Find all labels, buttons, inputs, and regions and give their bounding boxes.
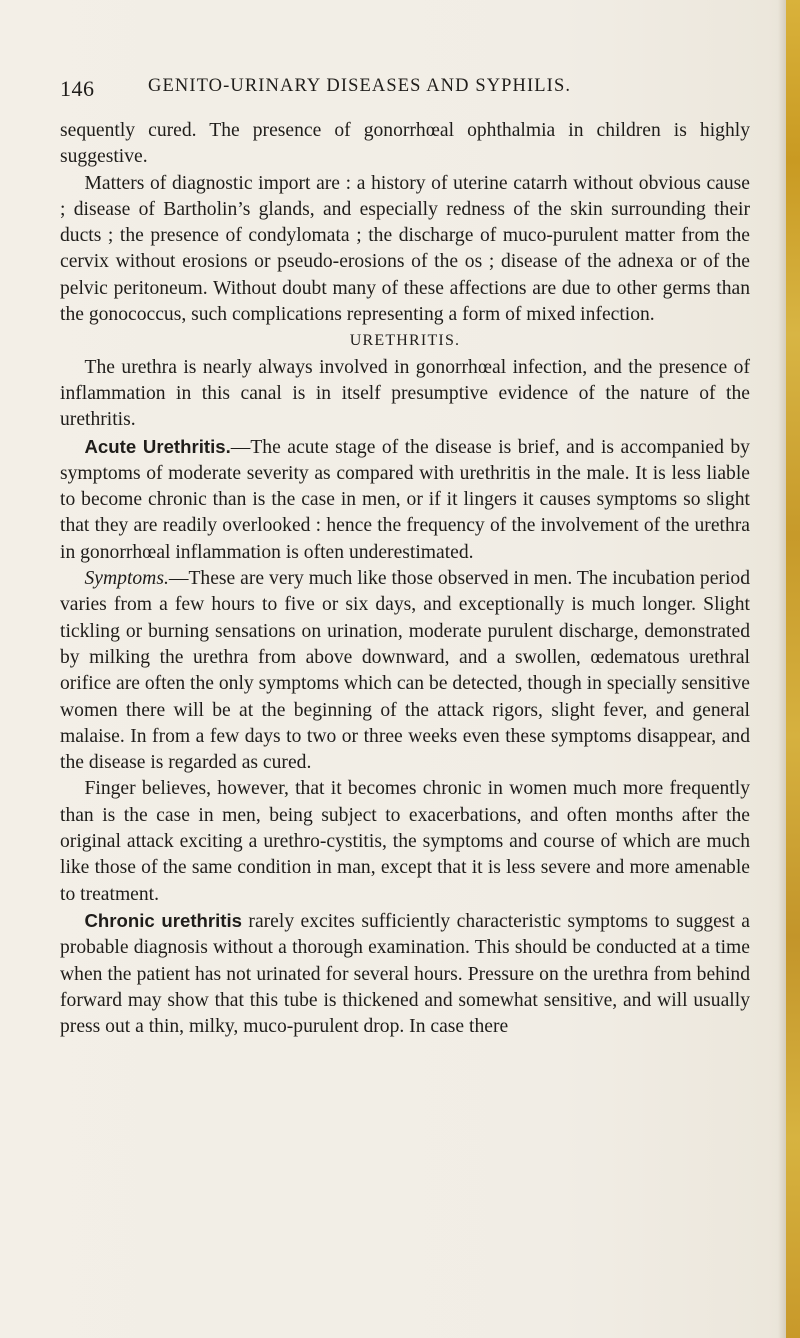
paragraph-text: rarely excites sufficiently characteristic symptoms to suggest a probable diagnosis without a thorough examination. This should be conducted at a time when the patient has not urinated for several hours. Pressure on the urethra from behind forward may show that this tube is thickened and somewhat sensitive, and will usually press out a thin, milky, muco-purulent drop. In case there	[60, 910, 750, 1038]
gilt-page-edge	[786, 0, 800, 1338]
page-header	[60, 76, 760, 106]
page-number: 146	[60, 76, 95, 101]
run-in-heading-symptoms: Symptoms.	[84, 568, 169, 590]
paragraph-acute-urethritis	[60, 434, 750, 566]
paragraph-text: —These are very much like those observed in men. The incubation period varies from a few hours to five or six days, and exceptionally is much longer. Slight tickling or burning sensations on urination, moderate purulent discharge, demonstrated by milking the urethra from above downward, and a swollen, œdematous urethral orifice are often the only symptoms which can be detected, though in specially sensitive women there will be at the beginning of the attack rigors, slight fever, and general malaise. In from a few days to two or three weeks even these symptoms disappear, and the disease is regarded as cured.	[60, 568, 750, 774]
paragraph-text: —The acute stage of the disease is brief, and is accompanied by symptoms of moderate severity as compared with urethritis in the male. It is less liable to become chronic than is the case in men, or if it lingers it causes symptoms so slight that they are readily overlooked : hence the frequency of the involvement of the urethra in gonorrhœal inflammation is often underestimated.	[60, 436, 750, 563]
paragraph-continuation: sequently cured. The presence of gonorrhœal ophthalmia in children is highly suggestive.	[60, 120, 750, 168]
paragraph-diagnostic-matters: Matters of diagnostic import are : a history of uterine catarrh without obvious cause ; disease of Bartholin’s glands, and especially redness of the skin surrounding their ducts ; the presence of condylomata ; the discharge of muco-purulent matter from the cervix without erosions or pseudo-erosions of the os ; disease of the adnexa or of the pelvic peritoneum. Without doubt many of these affections are due to other germs than the gonococcus, such complications representing a form of mixed infection.	[60, 172, 750, 326]
page-edge-shadow	[778, 0, 786, 1338]
paragraph-urethra-intro: The urethra is nearly always involved in gonorrhœal infection, and the presence of inflammation in this canal is in itself presumptive evidence of the nature of the urethritis.	[60, 356, 750, 431]
run-in-heading-acute: Acute Urethritis.	[84, 435, 231, 457]
paragraph-finger: Finger believes, however, that it becomes chronic in women much more frequently than is the case in men, being subject to exacerbations, and often months after the original attack exciting a urethro-cystitis, the symptoms and course of which are much like those of the same condition in man, except that it is less severe and more amenable to treatment.	[60, 778, 750, 905]
paragraph-symptoms	[60, 566, 750, 776]
running-title: GENITO-URINARY DISEASES AND SYPHILIS.	[148, 76, 572, 96]
page-body	[60, 118, 750, 1040]
section-heading: URETHRITIS.	[349, 332, 461, 350]
run-in-heading-chronic: Chronic urethritis	[84, 909, 243, 931]
paragraph-chronic-urethritis	[60, 908, 750, 1040]
